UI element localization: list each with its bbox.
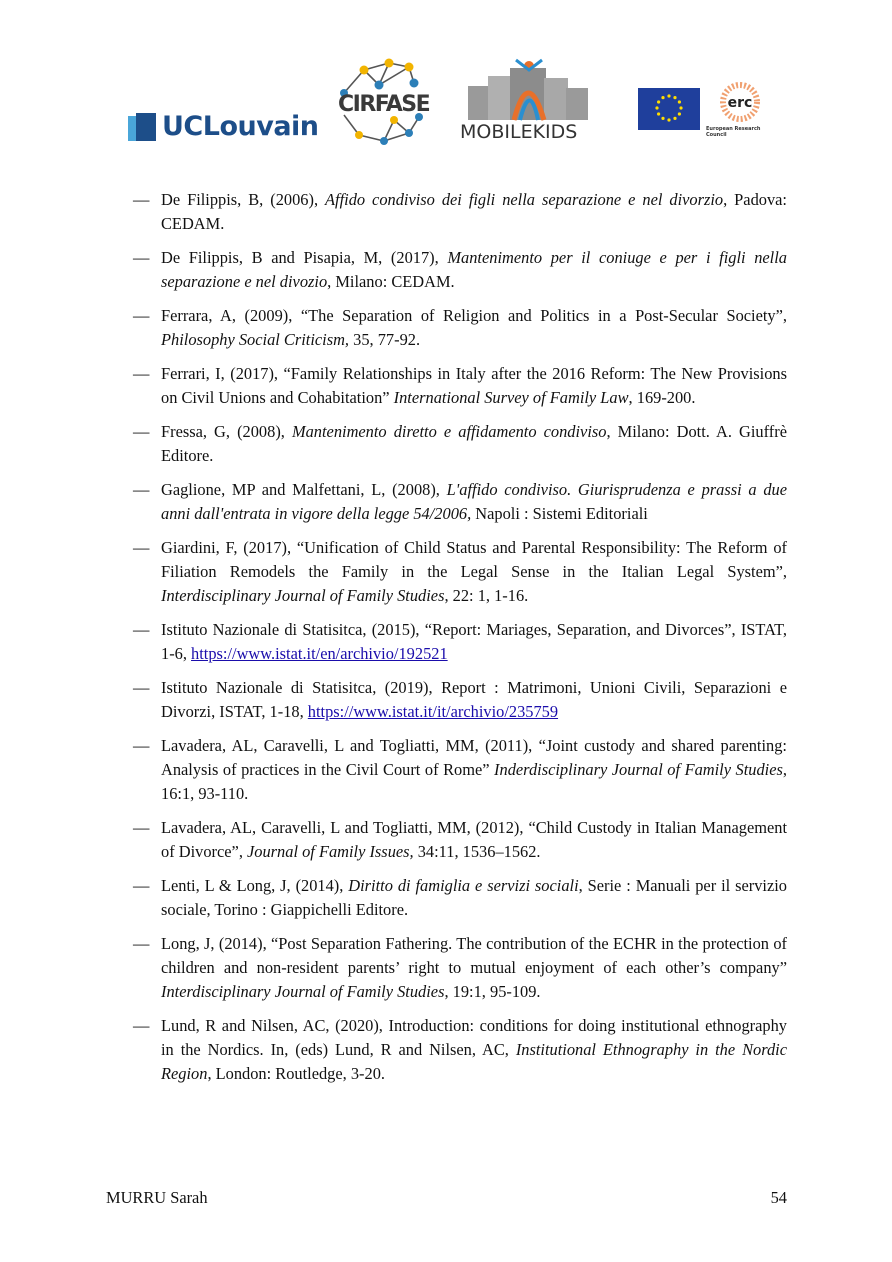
bullet-dash: —: [133, 678, 150, 697]
reference-item: [133, 932, 787, 1004]
reference-text: Lenti, L & Long, J, (2014),: [161, 876, 349, 895]
reference-title: Inderdisciplinary Journal of Family Studies: [494, 760, 783, 779]
reference-text: Lavadera, AL, Caravelli, L and Togliatti, MM, (2011), “Joint custody and shared parenting: Analysis of practices in the Civil Court of Rome”: [161, 736, 787, 779]
reference-text: 34:11, 1536–1562.: [413, 842, 541, 861]
reference-text: 35, 77-92.: [349, 330, 421, 349]
eu-flag-icon: [638, 88, 700, 130]
reference-item: [133, 304, 787, 352]
reference-text: Lavadera, AL, Caravelli, L and Togliatti, MM, (2012), “Child Custody in Italian Management of Divorce”,: [161, 818, 787, 861]
reference-item: [133, 246, 787, 294]
reference-text: , Padova: CEDAM.: [161, 190, 787, 233]
header-logos: [0, 0, 892, 160]
bullet-dash: —: [133, 422, 150, 441]
cirfase-logo-text: CIRFASE: [338, 92, 430, 117]
reference-text: , 22: 1, 1-16.: [444, 586, 529, 605]
reference-text: Giardini, F, (2017), “Unification of Child Status and Parental Responsibility: The Reform of Filiation Remodels the Family in the Legal Sense in the Italian Legal System”,: [161, 538, 787, 581]
reference-title: Institutional Ethnography in the Nordic Region: [161, 1040, 788, 1083]
reference-item: [133, 618, 787, 666]
bullet-dash: —: [133, 620, 150, 639]
reference-text: De Filippis, B, (2006),: [161, 190, 326, 209]
mobilekids-logo-text: MOBILEKIDS: [460, 121, 578, 143]
bullet-dash: —: [133, 876, 150, 895]
bullet-dash: —: [133, 364, 150, 383]
reference-title: Mantenimento per il coniuge e per i figli nella separazione e nel divozio: [161, 248, 787, 291]
footer-page-number: 54: [770, 1188, 787, 1207]
reference-item: [133, 420, 787, 468]
bullet-dash: —: [133, 538, 150, 557]
reference-item: [133, 734, 787, 806]
reference-text: Napoli : Sistemi Editoriali: [471, 504, 648, 523]
reference-title: International Survey of Family Law: [393, 388, 629, 407]
reference-title: Diritto di famiglia e servizi sociali: [348, 876, 579, 895]
uclouvain-logo-text: UCLouvain: [162, 111, 319, 142]
reference-item: [133, 874, 787, 922]
reference-text: , Milano: CEDAM.: [327, 272, 455, 291]
bullet-dash: —: [133, 306, 150, 325]
reference-item: [133, 362, 787, 410]
reference-text: Istituto Nazionale di Statisitca, (2019), Report : Matrimoni, Unioni Civili, Separazioni e Divorzi, ISTAT, 1-18,: [161, 678, 787, 721]
reference-title: Philosophy Social Criticism,: [161, 330, 350, 349]
reference-title: Interdisciplinary Journal of Family Studies: [161, 982, 445, 1001]
reference-text: Long, J, (2014), “Post Separation Fathering. The contribution of the ECHR in the protection of children and non-resident parents’ right to mutual enjoyment of each other’s company”: [161, 934, 787, 977]
reference-text: , Serie : Manuali per il servizio sociale, Torino : Giappichelli Editore.: [161, 876, 787, 919]
bullet-dash: —: [133, 934, 150, 953]
reference-text: Istituto Nazionale di Statisitca, (2015), “Report: Mariages, Separation, and Divorces”, ISTAT, 1-6,: [161, 620, 787, 663]
bullet-dash: —: [133, 736, 150, 755]
reference-title: Interdisciplinary Journal of Family Studies: [161, 586, 445, 605]
bullet-dash: —: [133, 818, 150, 837]
reference-text: De Filippis, B and Pisapia, M, (2017),: [161, 248, 448, 267]
reference-title: Journal of Family Issues,: [247, 842, 414, 861]
bullet-dash: —: [133, 190, 150, 209]
reference-text: Ferrari, I, (2017), “Family Relationships in Italy after the 2016 Reform: The New Provisions on Civil Unions and Cohabitation”: [161, 364, 787, 407]
reference-item: [133, 478, 787, 526]
uclouvain-logo: [128, 111, 319, 142]
uclouvain-mark-icon: [128, 113, 156, 141]
reference-title: Mantenimento diretto e affidamento condiviso: [291, 422, 607, 441]
reference-item: [133, 676, 787, 724]
reference-text: Lund, R and Nilsen, AC, (2020), Introduction: conditions for doing institutional ethnography in the Nordics. In, (eds) Lund, R and Nilsen, AC,: [161, 1016, 787, 1059]
footer-author: MURRU Sarah: [106, 1188, 208, 1207]
erc-subtitle: European Research Council: [706, 126, 761, 138]
reference-text: , Milano: Dott. A. Giuffrè Editore.: [161, 422, 787, 465]
bullet-dash: —: [133, 1016, 150, 1035]
bullet-dash: —: [133, 248, 150, 267]
reference-item: [133, 1014, 787, 1086]
reference-text: , 16:1, 93-110.: [161, 760, 787, 803]
reference-text: Ferrara, A, (2009), “The Separation of Religion and Politics in a Post-Secular Society”,: [161, 306, 787, 325]
reference-text: Fressa, G, (2008),: [161, 422, 292, 441]
reference-item: [133, 188, 787, 236]
reference-title: Affido condiviso dei figli nella separazione e nel divorzio: [325, 190, 724, 209]
reference-title: L'affido condiviso. Giurisprudenza e prassi a due anni dall'entrata in vigore della legge 54/2006,: [161, 480, 787, 523]
reference-link[interactable]: https://www.istat.it/it/archivio/235759: [307, 702, 559, 721]
reference-text: , 169-200.: [628, 388, 696, 407]
erc-logo-text: erc: [727, 95, 753, 111]
reference-link[interactable]: https://www.istat.it/en/archivio/192521: [191, 644, 448, 663]
reference-text: Gaglione, MP and Malfettani, L, (2008),: [161, 480, 447, 499]
reference-text: , 19:1, 95-109.: [444, 982, 541, 1001]
reference-item: [133, 816, 787, 864]
reference-item: [133, 536, 787, 608]
bullet-dash: —: [133, 480, 150, 499]
reference-text: , London: Routledge, 3-20.: [207, 1064, 385, 1083]
reference-list: [133, 188, 787, 1096]
